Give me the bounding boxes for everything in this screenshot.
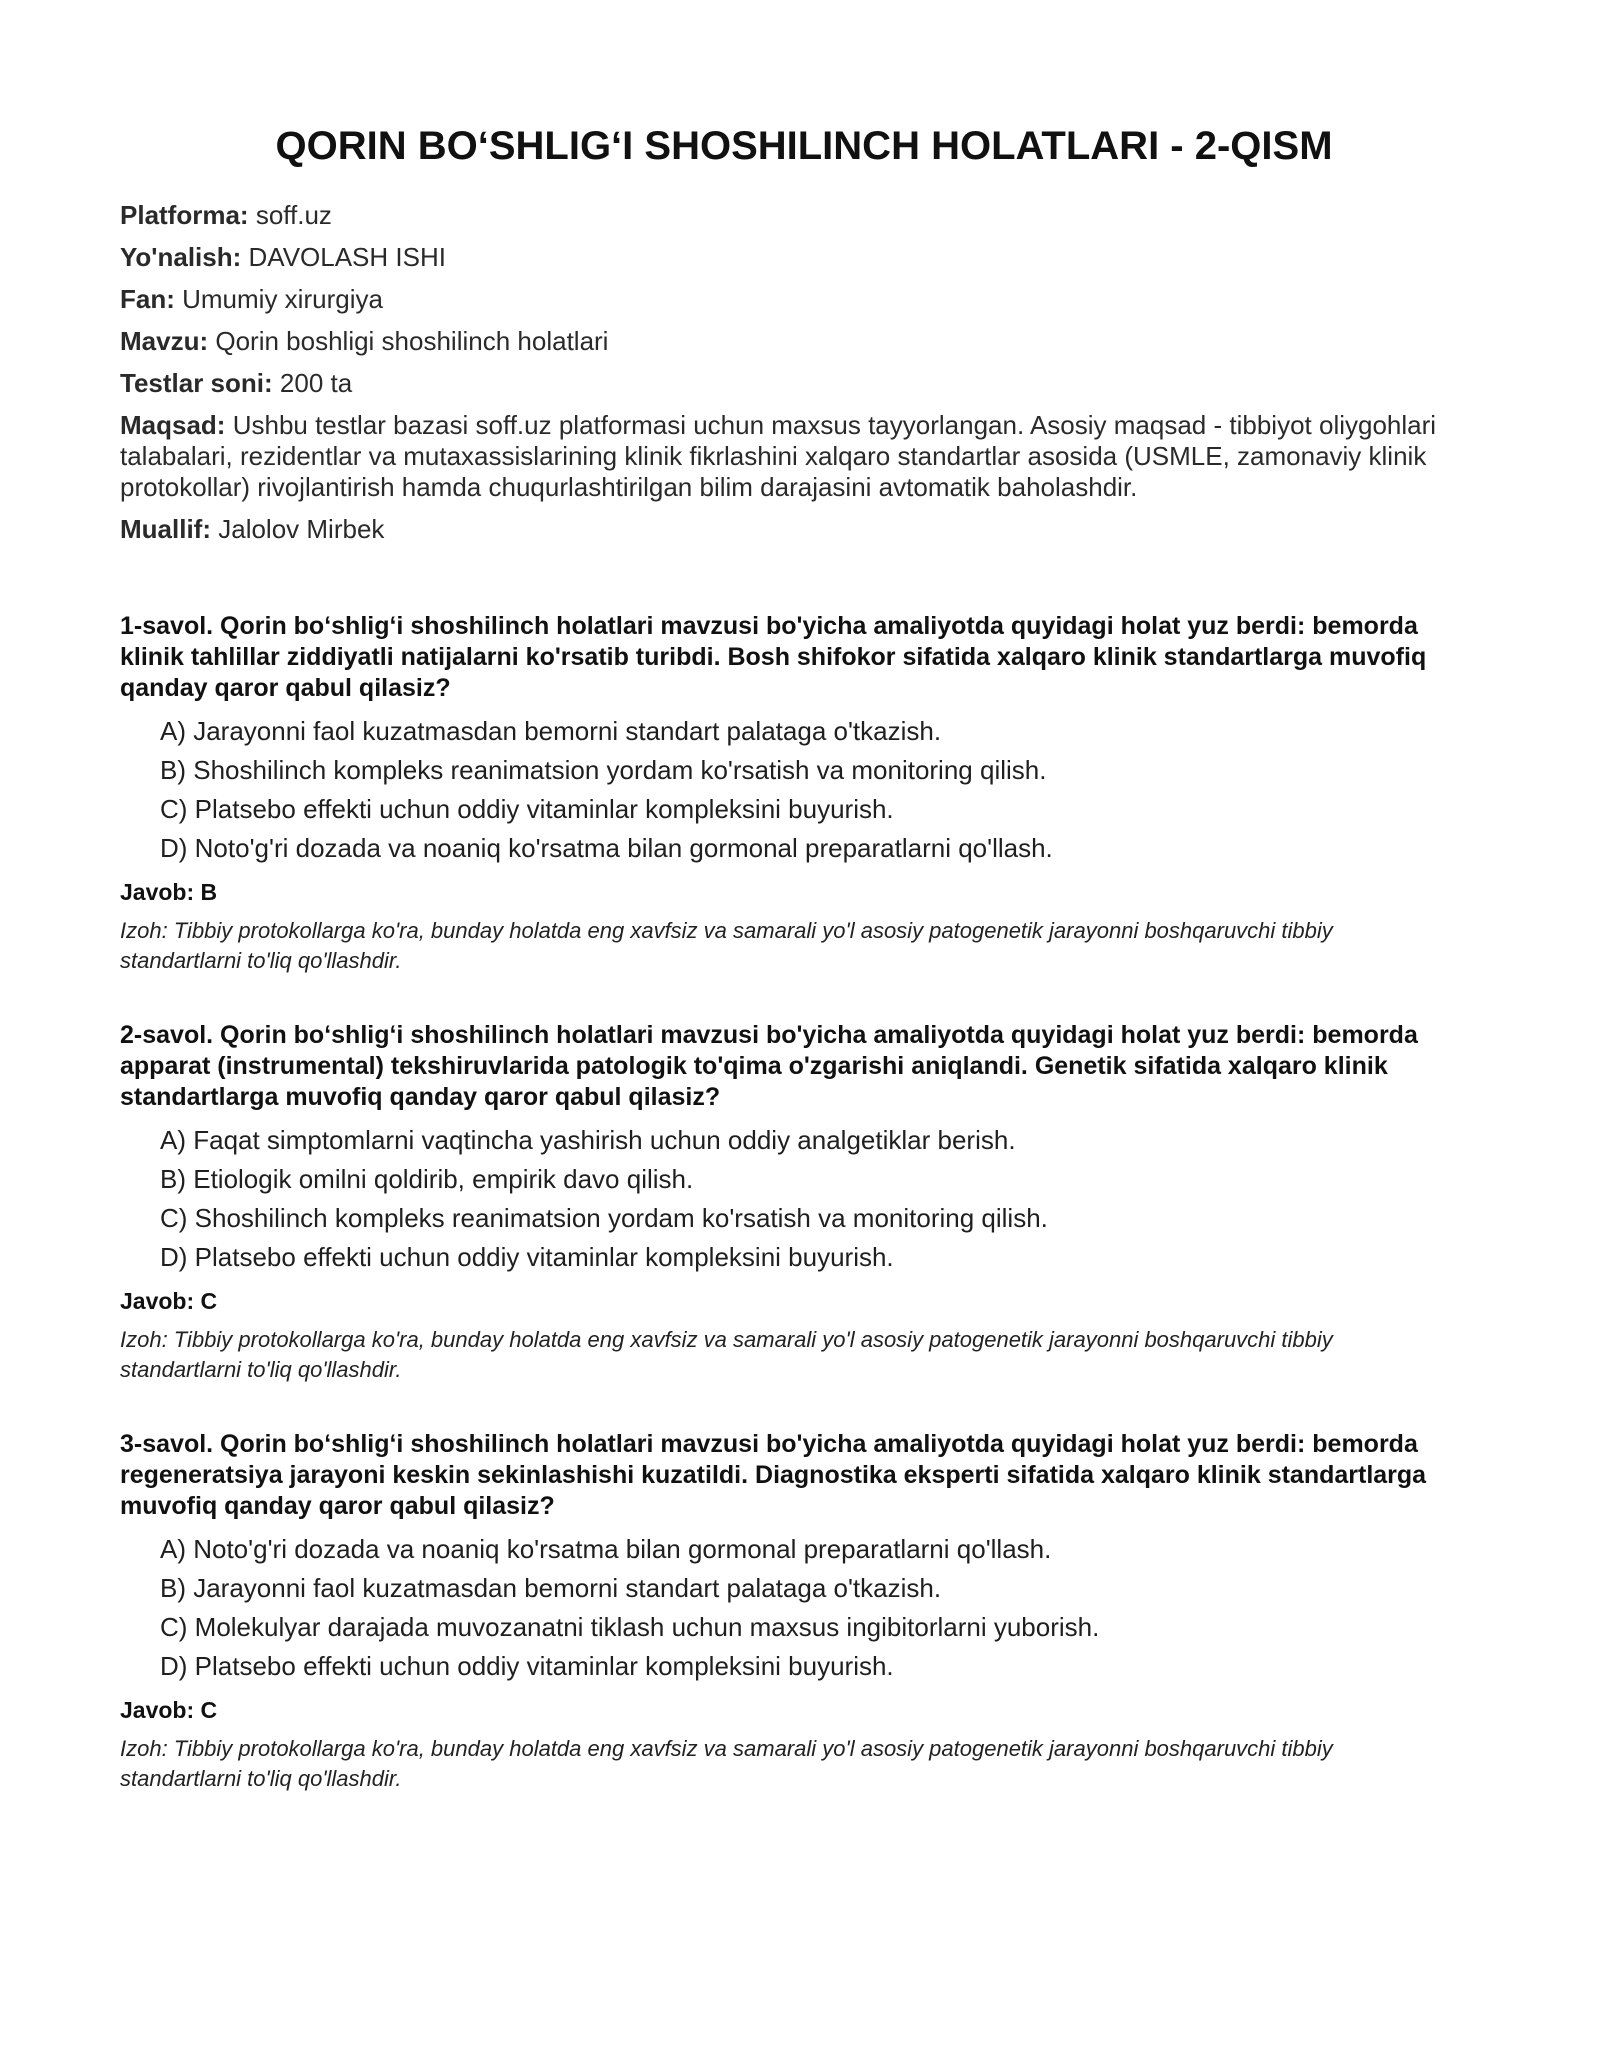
question-text: 2-savol. Qorin bo‘shlig‘i shoshilinch holatlari mavzusi bo'yicha amaliyotda quyidagi holat yuz berdi: bemorda apparat (instrumental) tekshiruvlarida patologik to'qima o'zgarishi aniqlandi. Genetik sifatida xalqaro klinik standartlarga muvofiq qanday qaror qabul qilasiz?	[120, 1021, 1418, 1111]
meta-direction	[120, 242, 1488, 273]
meta-value: DAVOLASH ISHI	[248, 242, 446, 272]
answer-option: C) Platsebo effekti uchun oddiy vitaminlar kompleksini buyurish.	[160, 794, 894, 824]
answer-option: A) Jarayonni faol kuzatmasdan bemorni standart palataga o'tkazish.	[160, 716, 942, 746]
explanation-note: Izoh: Tibbiy protokollarga ko'ra, bunday holatda eng xavfsiz va samarali yo'l asosiy patogenetik jarayonni boshqaruvchi tibbiy standartlarni to'liq qo'llashdir.	[120, 1736, 1333, 1791]
meta-subject	[120, 284, 1488, 315]
answer-option: A) Noto'g'ri dozada va noaniq ko'rsatma bilan gormonal preparatlarni qo'llash.	[160, 1534, 1052, 1564]
meta-topic	[120, 326, 1488, 357]
answer-option: B) Etiologik omilni qoldirib, empirik davo qilish.	[160, 1164, 694, 1194]
meta-section	[120, 200, 1488, 545]
meta-label: Fan:	[120, 284, 175, 314]
meta-author	[120, 514, 1488, 545]
answer-option: B) Jarayonni faol kuzatmasdan bemorni standart palataga o'tkazish.	[160, 1573, 942, 1603]
question-text: 3-savol. Qorin bo‘shlig‘i shoshilinch holatlari mavzusi bo'yicha amaliyotda quyidagi holat yuz berdi: bemorda regeneratsiya jarayoni keskin sekinlashishi kuzatildi. Diagnostika eksperti sifatida xalqaro klinik standartlarga muvofiq qanday qaror qabul qilasiz?	[120, 1430, 1427, 1520]
meta-label: Muallif:	[120, 514, 211, 544]
meta-label: Platforma:	[120, 200, 249, 230]
explanation-note: Izoh: Tibbiy protokollarga ko'ra, bunday holatda eng xavfsiz va samarali yo'l asosiy patogenetik jarayonni boshqaruvchi tibbiy standartlarni to'liq qo'llashdir.	[120, 918, 1333, 973]
answer-option: D) Platsebo effekti uchun oddiy vitaminlar kompleksini buyurish.	[160, 1651, 894, 1681]
meta-goal	[120, 410, 1488, 503]
correct-answer: Javob: C	[120, 1697, 218, 1723]
answer-option: B) Shoshilinch kompleks reanimatsion yordam ko'rsatish va monitoring qilish.	[160, 755, 1047, 785]
meta-value: Ushbu testlar bazasi soff.uz platformasi uchun maxsus tayyorlangan. Asosiy maqsad - tibbiyot oliygohlari talabalari, rezidentlar va mutaxassislarining klinik fikrlashini xalqaro standartlar asosida (USMLE, zamonaviy klinik protokollar) rivojlantirish hamda chuqurlashtirilgan bilim darajasini avtomatik baholashdir.	[120, 410, 1437, 502]
question-text: 1-savol. Qorin bo‘shlig‘i shoshilinch holatlari mavzusi bo'yicha amaliyotda quyidagi holat yuz berdi: bemorda klinik tahlillar ziddiyatli natijalarni ko'rsatib turibdi. Bosh shifokor sifatida xalqaro klinik standartlarga muvofiq qanday qaror qabul qilasiz?	[120, 612, 1427, 702]
meta-label: Testlar soni:	[120, 368, 273, 398]
meta-value: 200 ta	[279, 368, 353, 398]
answer-option: C) Molekulyar darajada muvozanatni tiklash uchun maxsus ingibitorlarni yuborish.	[160, 1612, 1100, 1642]
question-block	[120, 1429, 1488, 1794]
correct-answer: Javob: B	[120, 879, 218, 905]
document-title: QORIN BO‘SHLIG‘I SHOSHILINCH HOLATLARI - 2-QISM	[275, 124, 1333, 168]
meta-value: Umumiy xirurgiya	[182, 284, 383, 314]
meta-label: Yo'nalish:	[120, 242, 242, 272]
question-block	[120, 611, 1488, 976]
answer-option: A) Faqat simptomlarni vaqtincha yashirish uchun oddiy analgetiklar berish.	[160, 1125, 1016, 1155]
answer-option: D) Noto'g'ri dozada va noaniq ko'rsatma bilan gormonal preparatlarni qo'llash.	[160, 833, 1053, 863]
meta-platform	[120, 200, 1488, 231]
correct-answer: Javob: C	[120, 1288, 218, 1314]
questions-list	[120, 611, 1488, 1794]
meta-label: Mavzu:	[120, 326, 209, 356]
explanation-note: Izoh: Tibbiy protokollarga ko'ra, bunday holatda eng xavfsiz va samarali yo'l asosiy patogenetik jarayonni boshqaruvchi tibbiy standartlarni to'liq qo'llashdir.	[120, 1327, 1333, 1382]
meta-value: Qorin boshligi shoshilinch holatlari	[215, 326, 609, 356]
answer-option: D) Platsebo effekti uchun oddiy vitaminlar kompleksini buyurish.	[160, 1242, 894, 1272]
meta-test-count	[120, 368, 1488, 399]
meta-value: Jalolov Mirbek	[218, 514, 385, 544]
meta-label: Maqsad:	[120, 410, 226, 440]
meta-value: soff.uz	[255, 200, 332, 230]
answer-option: C) Shoshilinch kompleks reanimatsion yordam ko'rsatish va monitoring qilish.	[160, 1203, 1048, 1233]
question-block	[120, 1020, 1488, 1385]
